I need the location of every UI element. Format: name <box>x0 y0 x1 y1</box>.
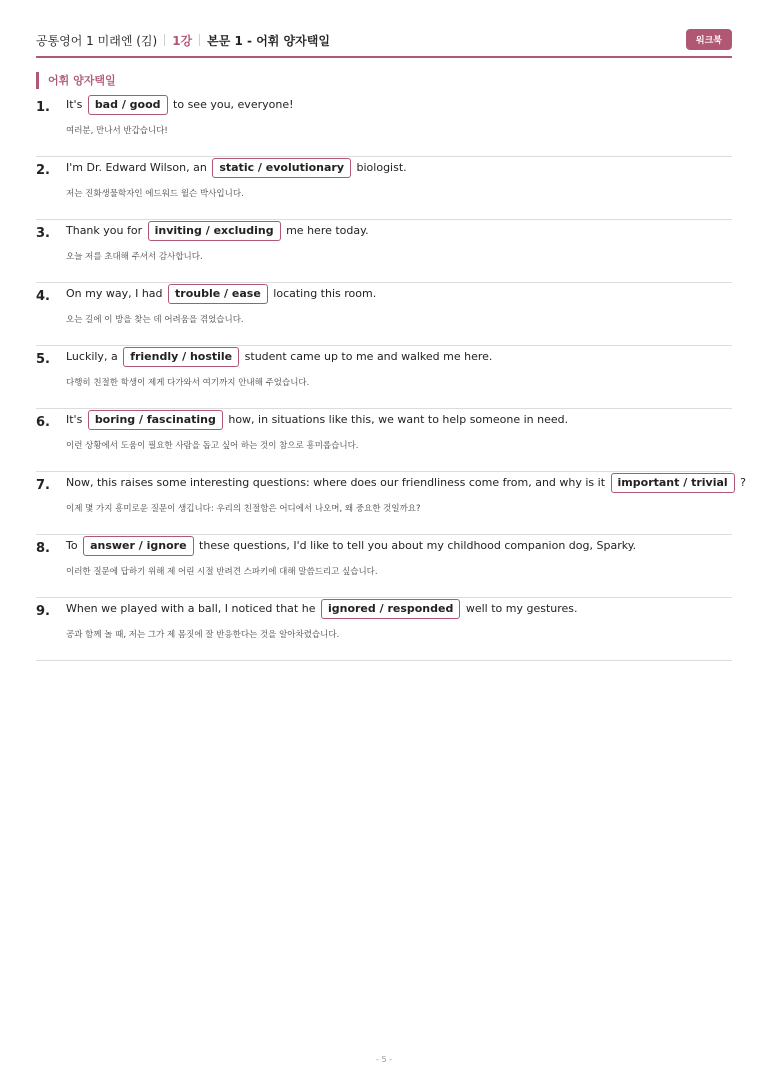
divider <box>164 34 165 46</box>
question-item <box>36 535 732 598</box>
english-sentence <box>66 536 636 556</box>
page-number: - 5 - <box>376 1055 392 1064</box>
word-choice-box[interactable]: friendly / hostile <box>123 347 239 367</box>
word-choice-box[interactable]: bad / good <box>88 95 168 115</box>
question-number: 4. <box>36 289 50 304</box>
korean-translation: 공과 함께 놀 때, 저는 그가 제 몸짓에 잘 반응한다는 것을 알아차렸습니다. <box>66 630 340 640</box>
sentence-after: ? <box>740 476 746 489</box>
question-item <box>36 283 732 346</box>
sentence-after: to see you, everyone! <box>173 98 294 111</box>
sentence-after: these questions, I'd like to tell you about my childhood companion dog, Sparky. <box>199 539 637 552</box>
question-number: 2. <box>36 163 50 178</box>
breadcrumb <box>36 32 330 49</box>
korean-translation: 이제 몇 가지 흥미로운 질문이 생깁니다: 우리의 친절함은 어디에서 나오며, 왜 중요한 것일까요? <box>66 504 421 514</box>
word-choice-box[interactable]: trouble / ease <box>168 284 268 304</box>
sentence-after: me here today. <box>286 224 369 237</box>
sentence-after: well to my gestures. <box>465 602 578 615</box>
question-number: 8. <box>36 541 50 556</box>
sentence-before: Thank you for <box>66 224 143 237</box>
question-list <box>36 94 746 661</box>
question-item <box>36 220 732 283</box>
question-item <box>36 157 732 220</box>
english-sentence <box>66 158 407 178</box>
word-choice-box[interactable]: inviting / excluding <box>148 221 281 241</box>
lesson-label: 1강 <box>172 34 193 48</box>
page-title: 본문 1 - 어휘 양자택일 <box>207 34 330 48</box>
question-number: 9. <box>36 604 50 619</box>
question-number: 5. <box>36 352 50 367</box>
korean-translation: 이러한 질문에 답하기 위해 제 어린 시절 반려견 스파키에 대해 말씀드리고 싶습니다. <box>66 567 378 577</box>
question-item <box>36 94 732 157</box>
english-sentence <box>66 473 746 493</box>
korean-translation: 이런 상황에서 도움이 필요한 사람을 돕고 싶어 하는 것이 참으로 흥미롭습니다. <box>66 441 359 451</box>
sentence-after: student came up to me and walked me here. <box>244 350 493 363</box>
sentence-after: locating this room. <box>273 287 377 300</box>
english-sentence <box>66 284 376 304</box>
sentence-before: To <box>66 539 78 552</box>
korean-translation: 저는 진화생물학자인 에드워드 윌슨 박사입니다. <box>66 189 244 199</box>
english-sentence <box>66 410 568 430</box>
sentence-after: biologist. <box>356 161 407 174</box>
korean-translation: 여러분, 만나서 반갑습니다! <box>66 126 168 136</box>
question-number: 1. <box>36 100 50 115</box>
sentence-before: It's <box>66 413 83 426</box>
word-choice-box[interactable]: static / evolutionary <box>212 158 351 178</box>
sentence-before: I'm Dr. Edward Wilson, an <box>66 161 207 174</box>
korean-translation: 오늘 저를 초대해 주셔서 감사합니다. <box>66 252 203 262</box>
english-sentence <box>66 599 578 619</box>
question-item <box>36 409 732 472</box>
sentence-after: how, in situations like this, we want to help someone in need. <box>228 413 569 426</box>
course-name: 공통영어 1 미래엔 (김) <box>36 34 158 48</box>
word-choice-box[interactable]: important / trivial <box>611 473 735 493</box>
word-choice-box[interactable]: answer / ignore <box>83 536 193 556</box>
workbook-badge: 워크북 <box>686 29 732 50</box>
question-number: 3. <box>36 226 50 241</box>
sentence-before: Luckily, a <box>66 350 118 363</box>
page-header <box>36 28 732 58</box>
question-item <box>36 598 732 661</box>
english-sentence <box>66 347 492 367</box>
word-choice-box[interactable]: boring / fascinating <box>88 410 223 430</box>
question-number: 7. <box>36 478 50 493</box>
sentence-before: It's <box>66 98 83 111</box>
english-sentence <box>66 221 369 241</box>
question-item <box>36 346 732 409</box>
word-choice-box[interactable]: ignored / responded <box>321 599 460 619</box>
sentence-before: On my way, I had <box>66 287 163 300</box>
divider <box>199 34 200 46</box>
korean-translation: 다행히 친절한 학생이 제게 다가와서 여기까지 안내해 주었습니다. <box>66 378 310 388</box>
english-sentence <box>66 95 294 115</box>
section-title: 어휘 양자택일 <box>36 72 116 89</box>
sentence-before: Now, this raises some interesting questions: where does our friendliness come from, and why is it <box>66 476 606 489</box>
question-number: 6. <box>36 415 50 430</box>
question-item <box>36 472 746 535</box>
sentence-before: When we played with a ball, I noticed that he <box>66 602 316 615</box>
korean-translation: 오는 길에 이 방을 찾는 데 어려움을 겪었습니다. <box>66 315 244 325</box>
